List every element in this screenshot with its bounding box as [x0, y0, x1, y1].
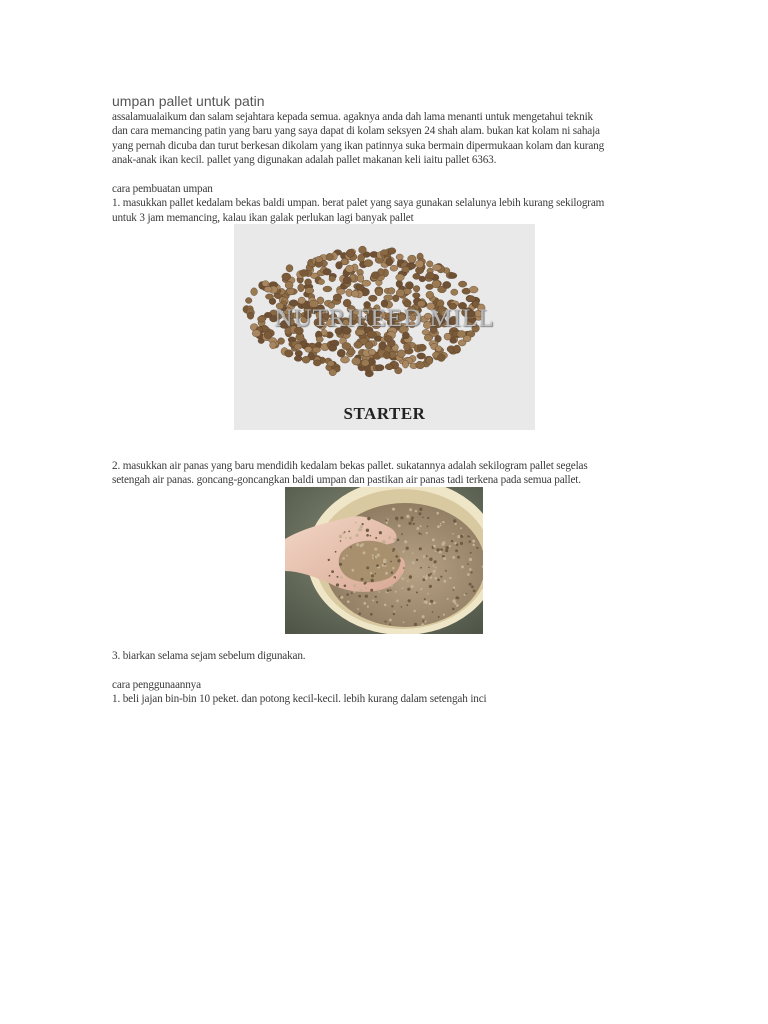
pellet-photo — [234, 224, 535, 430]
bucket-hand-photo — [285, 487, 483, 634]
document-title: umpan pallet untuk patin — [112, 93, 265, 109]
step-2-line: 2. masukkan air panas yang baru mendidih kedalam bekas pallet. sukatannya adalah sekilogram pallet segelas — [112, 460, 588, 472]
section-heading: cara penggunaannya — [112, 679, 201, 691]
usage-1-line: 1. beli jajan bin-bin 10 peket. dan potong kecil-kecil. lebih kurang dalam setengah inci — [112, 693, 487, 706]
bucket-hand-graphic — [285, 487, 483, 634]
intro-line: assalamualaikum dan salam sejahtara kepada semua. agaknya anda dah lama menanti untuk mengetahui teknik — [112, 111, 593, 123]
step-1-line: untuk 3 jam memancing, kalau ikan galak perlukan lagi banyak pallet — [112, 211, 414, 224]
photo-watermark: NUTRIFEED MILL — [274, 305, 495, 332]
step-3-line: 3. biarkan selama sejam sebelum digunakan. — [112, 650, 306, 662]
step-1-line: 1. masukkan pallet kedalam bekas baldi umpan. berat palet yang saya gunakan selalunya lebih kurang sekilogram — [112, 197, 605, 210]
intro-line: dan cara memancing patin yang baru yang saya dapat di kolam seksyen 24 shah alam. bukan kat kolam ni sahaja — [112, 125, 600, 138]
section-penggunaan — [112, 678, 672, 707]
intro-line: anak-anak ikan kecil. pallet yang digunakan adalah pallet makanan keli iaitu pallet 6363. — [112, 153, 497, 166]
intro-paragraph — [112, 110, 672, 167]
intro-line: yang pernah dicuba dan turut berkesan dikolam yang ikan patinnya suka bermain dipermukaan kolam dan kurang — [112, 139, 605, 152]
photo-caption: STARTER — [343, 404, 426, 423]
section-pembuatan — [112, 182, 672, 225]
section-heading: cara pembuatan umpan — [112, 183, 213, 195]
step-2-paragraph — [112, 459, 672, 488]
step-2-line: setengah air panas. goncang-goncangkan baldi umpan dan pastikan air panas tadi terkena pada semua pallet. — [112, 474, 581, 487]
step-3-paragraph — [112, 649, 672, 663]
